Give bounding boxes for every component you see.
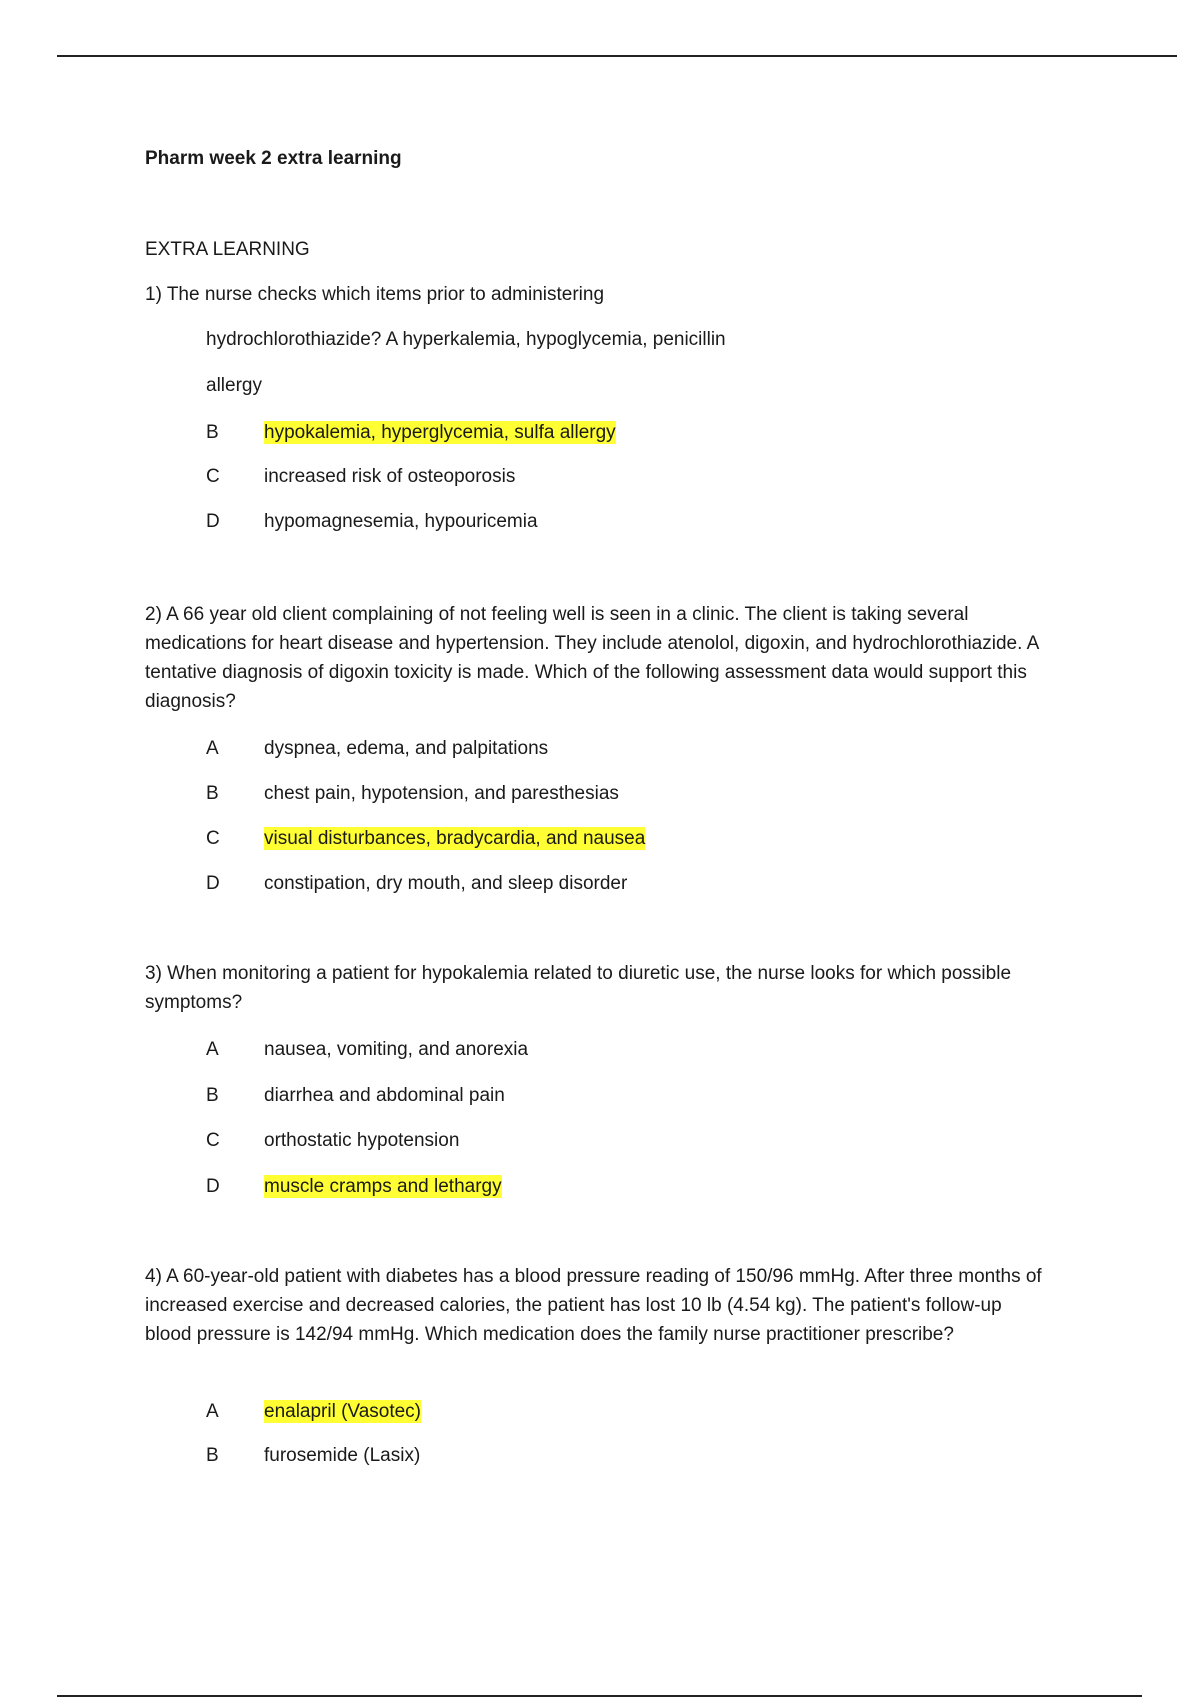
- question-1-option-d: [206, 507, 538, 536]
- question-2-stem: 2) A 66 year old client complaining of not feeling well is seen in a clinic. The client is taking several medications for heart disease and hypertension. They include atenolol, digoxin, and hydrochlorothiazide. A tentative diagnosis of digoxin toxicity is made. Which of the following assessment data would support this diagnosis?: [145, 604, 1039, 712]
- option-text: increased risk of osteoporosis: [264, 466, 516, 487]
- top-rule: [57, 55, 1177, 57]
- question-3-stem: 3) When monitoring a patient for hypokalemia related to diuretic use, the nurse looks for which possible symptoms?: [145, 963, 1012, 1013]
- option-letter: B: [206, 783, 219, 804]
- option-text-highlighted: enalapril (Vasotec): [264, 1401, 422, 1422]
- question-1-option-b: [206, 418, 616, 447]
- option-letter: C: [206, 1130, 220, 1151]
- question-1-option-c: [206, 462, 515, 491]
- section-label: EXTRA LEARNING: [145, 239, 310, 260]
- option-letter: C: [206, 466, 220, 487]
- question-1-stem-line2: hydrochlorothiazide? A hyperkalemia, hypoglycemia, penicillin: [206, 329, 726, 350]
- question-3-option-a: [206, 1035, 528, 1064]
- option-letter: B: [206, 422, 219, 443]
- question-3-option-c: [206, 1126, 459, 1155]
- bottom-rule: [57, 1695, 1142, 1697]
- question-4-option-a: [206, 1397, 421, 1426]
- question-3-option-d: [206, 1172, 502, 1201]
- option-text: dyspnea, edema, and palpitations: [264, 738, 549, 759]
- option-letter: D: [206, 511, 220, 532]
- option-text: furosemide (Lasix): [264, 1445, 421, 1466]
- option-text: nausea, vomiting, and anorexia: [264, 1039, 529, 1060]
- option-letter: B: [206, 1445, 219, 1466]
- option-text: chest pain, hypotension, and paresthesias: [264, 783, 619, 804]
- document-title: Pharm week 2 extra learning: [145, 148, 402, 169]
- question-1-stem-line1: 1) The nurse checks which items prior to administering: [145, 284, 605, 305]
- question-4-option-b: [206, 1441, 420, 1470]
- question-4-stem: 4) A 60-year-old patient with diabetes has a blood pressure reading of 150/96 mmHg. After three months of increased exercise and decreased calories, the patient has lost 10 lb (4.54 kg). The patient's follow-up blood pressure is 142/94 mmHg. Which medication does the family nurse practitioner prescribe?: [145, 1266, 1042, 1345]
- option-letter: A: [206, 1039, 219, 1060]
- question-2-option-c: [206, 824, 645, 853]
- option-text: orthostatic hypotension: [264, 1130, 460, 1151]
- option-letter: C: [206, 828, 220, 849]
- option-letter: D: [206, 1176, 220, 1197]
- option-text: hypomagnesemia, hypouricemia: [264, 511, 538, 532]
- option-text: constipation, dry mouth, and sleep disorder: [264, 873, 628, 894]
- option-text-highlighted: muscle cramps and lethargy: [264, 1176, 502, 1197]
- option-text: diarrhea and abdominal pain: [264, 1085, 505, 1106]
- option-text-highlighted: hypokalemia, hyperglycemia, sulfa allergy: [264, 422, 616, 443]
- option-letter: B: [206, 1085, 219, 1106]
- question-2-option-a: [206, 734, 548, 763]
- option-letter: A: [206, 738, 219, 759]
- question-3-option-b: [206, 1081, 505, 1110]
- question-1-stem-line3: allergy: [206, 375, 262, 396]
- option-letter: D: [206, 873, 220, 894]
- question-2-option-b: [206, 779, 619, 808]
- question-2-option-d: [206, 869, 627, 898]
- option-letter: A: [206, 1401, 219, 1422]
- option-text-highlighted: visual disturbances, bradycardia, and nausea: [264, 828, 646, 849]
